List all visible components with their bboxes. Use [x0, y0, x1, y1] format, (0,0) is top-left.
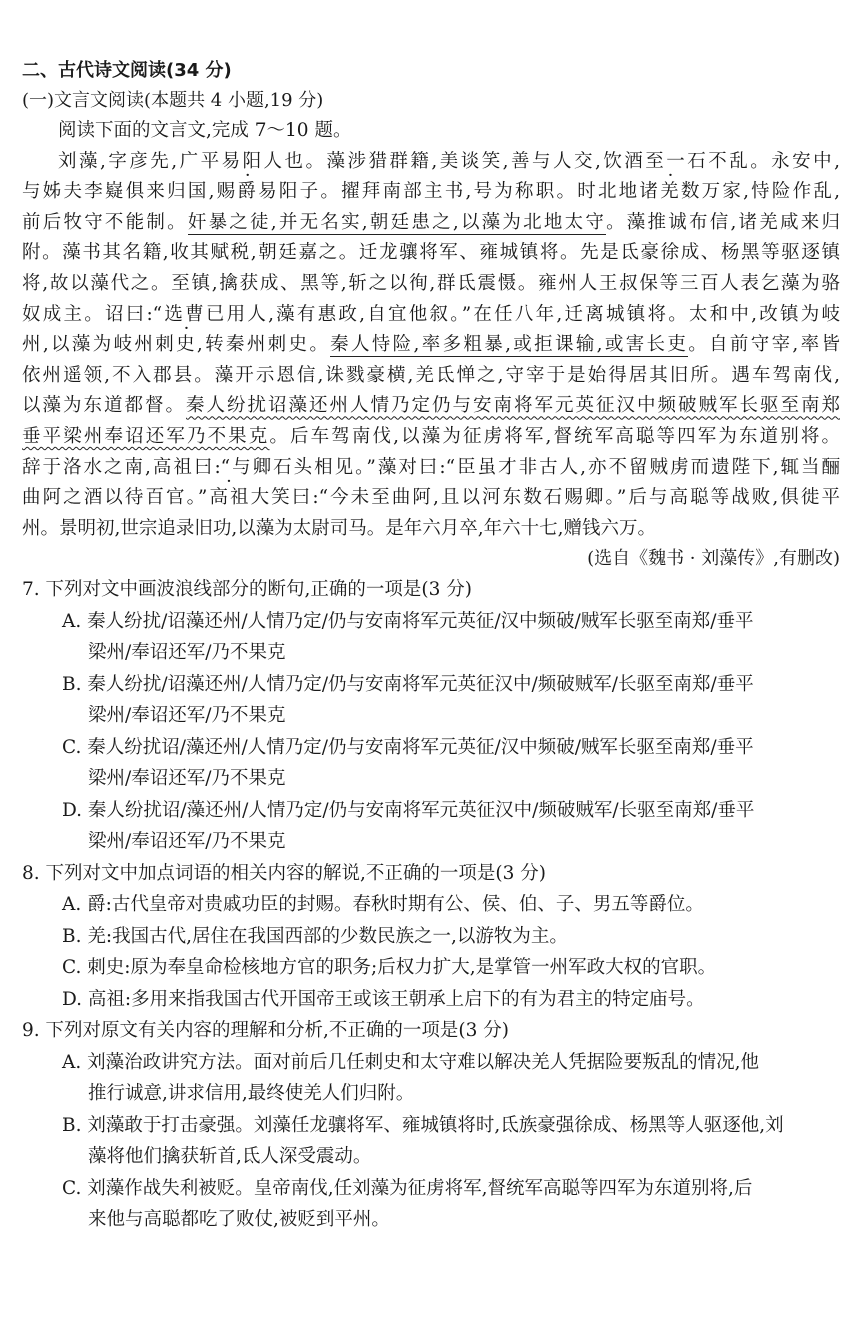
passage-line: 奴成主。诏曰:“选曹已用人,藻有惠政,自宜他叙。”在任八年,迁离城镇将。太和中,改镇为岐 [22, 303, 840, 325]
question-stem: 9. 下列对原文有关内容的理解和分析,不正确的一项是(3 分) [22, 1020, 510, 1042]
passage-line: 前后牧守不能制。奸暴之徒,并无名实,朝廷患之,以藻为北地太守。藻推诚布信,诸羌咸来归 [22, 211, 840, 233]
wavy-underlined-sentence: 秦人纷扰诏藻还州人情乃定仍与安南将军元英征汉中频破贼军长驱至南郑 [186, 395, 840, 417]
passage-line: 垂平梁州奉诏还军乃不果克。后车驾南伐,以藻为征虏将军,督统军高聪等四军为东道别将。 [22, 425, 840, 447]
exam-page [22, 56, 840, 1236]
option-c-cont: 来他与高聪都吃了败仗,被贬到平州。 [88, 1209, 390, 1231]
option-b: B. 秦人纷扰/诏藻还州/人情乃定/仍与安南将军元英征汉中/频破贼军/长驱至南郑/垂平 [62, 673, 754, 695]
passage-source: (选自《魏书 · 刘藻传》,有删改) [587, 548, 840, 570]
option-d-cont: 梁州/奉诏还军/乃不果克 [88, 831, 286, 853]
instruction: 阅读下面的文言文,完成 7～10 题。 [58, 120, 352, 141]
passage [22, 147, 840, 545]
option-b: B. 刘藻敢于打击豪强。刘藻任龙骧将军、雍城镇将时,氐族豪强徐成、杨黑等人驱逐他,刘 [62, 1114, 784, 1136]
question-stem: 8. 下列对文中加点词语的相关内容的解说,不正确的一项是(3 分) [22, 862, 547, 884]
dotted-word: 史 [176, 334, 197, 356]
option-d: D. 高祖:多用来指我国古代开国帝王或该王朝承上启下的有为君主的特定庙号。 [62, 988, 705, 1010]
question-8 [22, 858, 840, 1016]
option-a-cont: 推行诚意,讲求信用,最终使羌人们归附。 [88, 1083, 415, 1105]
wavy-underlined-sentence: 垂平梁州奉诏还军乃不果克 [22, 425, 270, 447]
option-a: A. 刘藻治政讲究方法。面对前后几任刺史和太守难以解决羌人凭据险要叛乱的情况,他 [62, 1051, 760, 1073]
passage-line: 曲阿之酒以待百官。”高祖大笑曰:“今未至曲阿,且以河东数石赐卿。”后与高聪等战败,俱徙平 [22, 487, 840, 509]
passage-line: 辞于洛水之南,高祖曰:“与卿石头相见。”藻对曰:“臣虽才非古人,亦不留贼虏而遗陛下,辄当酾 [22, 456, 840, 478]
underlined-sentence: 秦人恃险,率多粗暴,或拒课输,或害长吏 [330, 334, 689, 356]
option-c: C. 刺史:原为奉皇命检核地方官的职务;后权力扩大,是掌管一州军政大权的官职。 [62, 957, 717, 979]
option-c: C. 刘藻作战失利被贬。皇帝南伐,任刘藻为征虏将军,督统军高聪等四军为东道别将,后 [62, 1177, 753, 1199]
dotted-word: 羌 [660, 181, 681, 203]
option-d: D. 秦人纷扰诏/藻还州/人情乃定/仍与安南将军元英征汉中/频破贼军/长驱至南郑/垂平 [62, 799, 755, 821]
option-c: C. 秦人纷扰诏/藻还州/人情乃定/仍与安南将军元英征/汉中频破/贼军长驱至南郑/垂平 [62, 736, 754, 758]
passage-line: 刘藻,字彦先,广平易阳人也。藻涉猎群籍,美谈笑,善与人交,饮酒至一石不乱。永安中, [58, 150, 840, 172]
question-stem: 7. 下列对文中画波浪线部分的断句,正确的一项是(3 分) [22, 579, 472, 601]
section-title: 二、古代诗文阅读(34 分) [22, 60, 232, 81]
passage-line: 州。景明初,世宗追录旧功,以藻为太尉司马。是年六月卒,年六十七,赠钱六万。 [22, 517, 657, 539]
sub-section-title: (一)文言文阅读(本题共 4 小题,19 分) [22, 90, 324, 111]
option-a: A. 秦人纷扰/诏藻还州/人情乃定/仍与安南将军元英征/汉中频破/贼军长驱至南郑/垂平 [62, 610, 754, 632]
option-b: B. 羌:我国古代,居住在我国西部的少数民族之一,以游牧为主。 [62, 925, 568, 947]
option-b-cont: 藻将他们擒获斩首,氐人深受震动。 [88, 1146, 372, 1168]
option-a: A. 爵:古代皇帝对贵戚功臣的封赐。春秋时期有公、侯、伯、子、男五等爵位。 [62, 894, 704, 916]
question-9 [22, 1015, 840, 1236]
passage-line: 依州遥领,不入郡县。藻开示恩信,诛戮豪横,羌氐惮之,守宰于是始得居其旧所。遇车驾南伐, [22, 364, 840, 386]
passage-line: 州,以藻为岐州刺史,转秦州刺史。秦人恃险,率多粗暴,或拒课输,或害长吏。自前守宰,率皆 [22, 334, 840, 356]
dotted-word: 爵 [237, 181, 259, 203]
passage-line: 与姊夫李嶷俱来归国,赐爵易阳子。擢拜南部主书,号为称职。时北地诸羌数万家,恃险作乱, [22, 181, 840, 203]
option-b-cont: 梁州/奉诏还军/乃不果克 [88, 705, 286, 727]
question-7 [22, 574, 840, 858]
passage-line: 附。藻书其名籍,收其赋税,朝廷嘉之。迁龙骧将军、雍城镇将。先是氐豪徐成、杨黑等驱逐镇 [22, 242, 840, 264]
passage-line: 以藻为东道都督。秦人纷扰诏藻还州人情乃定仍与安南将军元英征汉中频破贼军长驱至南郑 [22, 395, 840, 417]
dotted-word: 高祖 [207, 487, 251, 509]
underlined-sentence: 奸暴之徒,并无名实,朝廷患之,以藻为北地太守 [187, 211, 607, 233]
passage-line: 将,故以藻代之。至镇,擒获成、黑等,斩之以徇,群氐震慑。雍州人王叔保等三百人表乞藻为骆 [22, 272, 840, 294]
option-c-cont: 梁州/奉诏还军/乃不果克 [88, 768, 286, 790]
option-a-cont: 梁州/奉诏还军/乃不果克 [88, 642, 286, 664]
